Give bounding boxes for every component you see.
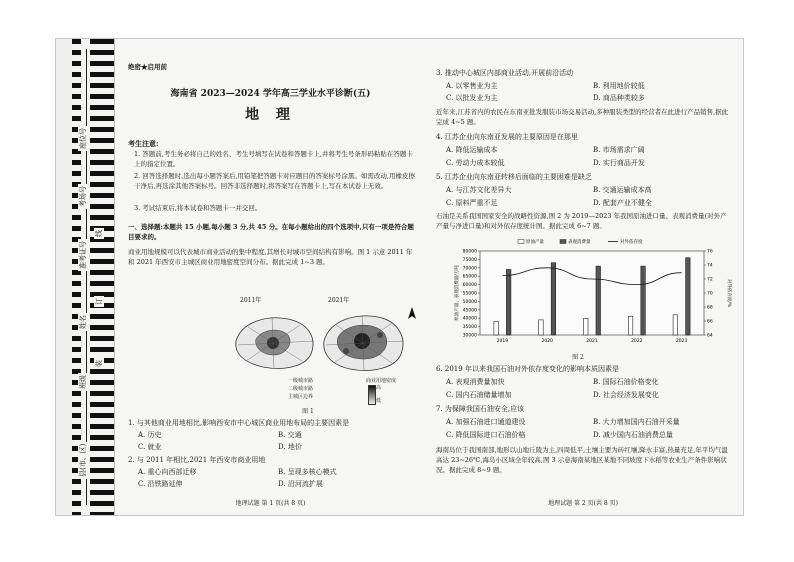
- y-tick-label: 55000: [462, 291, 477, 297]
- subject-title: 地 理: [245, 107, 296, 123]
- y-tick-label: 45000: [462, 308, 477, 314]
- legend-label-production: 原油产量: [526, 240, 544, 245]
- y2-tick-label: 64: [707, 333, 713, 339]
- x-tick-label: 2020: [541, 339, 553, 344]
- binding-label-name: 姓名: [79, 315, 87, 329]
- material-4: 海南岛位于我国南部,地形以山地丘陵为主,四周低平,土壤主要为砖红壤,降水丰富,热量充足,年平均气温高达 23~26℃,海岛小区域全年较高,图 3 示意海南某地区某地不同坡度下水稻等农业生产条件影响状况。据此完成 8~9 题。: [436, 446, 728, 474]
- bar-production: [584, 318, 589, 335]
- q7-option-b: B. 大力增加国内石油开采量: [593, 418, 680, 426]
- y-tick-label: 40000: [462, 316, 477, 322]
- q1-option-c: C. 就业: [138, 443, 162, 451]
- q4-option-c: C. 劳动力成本较低: [446, 159, 505, 167]
- y2-tick-label: 68: [707, 305, 713, 311]
- map-label-2021: 2021年: [328, 297, 350, 304]
- question-2: 2. 与 2011 年相比,2021 年西安市商业用地: [128, 456, 266, 464]
- y-tick-label: 75000: [462, 257, 477, 263]
- legend-label-dependency: 对外依存度: [620, 240, 643, 245]
- binding-label-room: 考场号: [79, 186, 87, 207]
- footer-left: 地理试题 第 1 页(共 8 页): [235, 500, 306, 507]
- y2-axis-label: 对外依存度/%: [726, 278, 731, 308]
- map-label-2011: 2011年: [240, 297, 262, 304]
- legend-road-2: 二级城市路: [288, 386, 314, 392]
- bar-production: [494, 322, 499, 335]
- binding-mark-line: 线: [95, 230, 103, 237]
- legend-swatch-consumption: [560, 240, 566, 244]
- q4-option-a: A. 降低运输成本: [446, 146, 498, 154]
- y2-tick-label: 66: [707, 319, 713, 325]
- section-1-heading: 一、选择题:本题共 15 小题,每小题 3 分,共 45 分。在每小题给出的四个选项中,只有一项是符合题目要求的。: [128, 223, 414, 241]
- oil-chart: [428, 235, 738, 353]
- exam-title: 海南省 2023—2024 学年高三学业水平诊断(五): [170, 89, 371, 99]
- x-tick-label: 2019: [496, 339, 509, 344]
- y2-tick-label: 70: [707, 291, 713, 297]
- right-page: [428, 39, 738, 515]
- legend-label-consumption: 表观消费量: [568, 240, 591, 245]
- y2-tick-label: 74: [707, 263, 713, 269]
- binding-label-ticket: 准考证号: [79, 241, 87, 269]
- x-tick-label: 2021: [586, 339, 598, 344]
- binding-mark-order: 订: [95, 298, 103, 305]
- plot-area: [480, 251, 704, 335]
- binding-label-seat: 座位号: [79, 128, 87, 149]
- q3-option-c: C. 以批发业为主: [446, 94, 498, 102]
- bar-production: [628, 316, 633, 335]
- y-tick-label: 50000: [462, 299, 477, 305]
- bar-consumption: [551, 263, 556, 335]
- question-5: 5. 江苏企业向东南亚转移后面临的主要困难是缺乏: [436, 173, 592, 181]
- legend-density: 商业用地密度: [366, 378, 397, 384]
- notice-item-1: 1. 答题前,考生务必将自己的姓名、考生号填写在试卷和答题卡上,并将考生号条形码粘贴在答题卡上的指定位置。: [134, 150, 413, 168]
- y-tick-label: 65000: [462, 274, 477, 280]
- bar-production: [539, 320, 544, 335]
- y-tick-label: 30000: [462, 333, 477, 339]
- y-tick-label: 80000: [462, 249, 477, 255]
- binding-label-county: 县(市、区): [79, 443, 87, 477]
- q3-option-d: D. 商品种类较多: [593, 94, 645, 102]
- q2-option-a: A. 重心向西部迁移: [138, 468, 197, 476]
- map-2021: [324, 315, 404, 371]
- material-3: 石油是关系我国国家安全的战略性资源,图 2 为 2019—2023 年我国原油进口量、表观消费量(对外产产量与净进口量)和对外依存度统计图。据此完成 6~7 题。: [436, 212, 727, 230]
- q6-option-d: D. 社会经济发展变化: [593, 391, 659, 399]
- q6-option-a: A. 表观消费量加快: [446, 378, 505, 386]
- y-axis-label: 原油产量、表观消费量/万吨: [455, 265, 460, 321]
- question-3: 3. 推动中心城区内部商业活动,开展前沿活动: [436, 69, 574, 77]
- legend-swatch-production: [518, 240, 524, 244]
- binding-mark-bind: 装: [95, 360, 103, 367]
- q1-option-d: D. 地价: [278, 443, 302, 451]
- q3-option-b: B. 利用地价较低: [593, 82, 645, 90]
- figure-2-caption: 图 2: [572, 354, 584, 361]
- legend-road-1: 一级城市路: [288, 378, 314, 384]
- legend-density-bar: [368, 385, 376, 405]
- map-2011: [236, 317, 314, 369]
- question-6: 6. 2019 年以来我国石油对外依存度变化的影响本质因素是: [436, 365, 619, 373]
- q5-option-c: C. 原料严重不足: [446, 199, 498, 207]
- q6-option-b: B. 国际石油价格变化: [593, 378, 659, 386]
- x-tick-label: 2022: [631, 339, 643, 344]
- question-1: 1. 与其他商业用地相比,影响西安市中心城区商业用地布局的主要因素是: [128, 419, 350, 427]
- north-arrow-icon: [408, 307, 416, 319]
- binding-strip: [56, 39, 115, 515]
- bar-consumption: [686, 258, 691, 335]
- legend-boundary: 主城区边界: [288, 394, 314, 400]
- q3-option-a: A. 以零售业为主: [446, 82, 498, 90]
- q7-option-d: D. 减少国内石油消费总量: [593, 431, 673, 439]
- y-tick-label: 35000: [462, 325, 477, 331]
- q7-option-c: C. 降低国际进口石油价格: [446, 431, 526, 439]
- y-tick-label: 60000: [462, 283, 477, 289]
- q4-option-d: D. 实行商品开发: [593, 159, 645, 167]
- secret-mark: 绝密★启用前: [128, 63, 167, 71]
- q2-option-d: D. 沿河流扩展: [278, 480, 323, 488]
- q1-option-a: A. 历史: [138, 431, 162, 439]
- question-4: 4. 江苏企业向东南亚发展的主要原因是在那里: [436, 133, 578, 141]
- q5-option-b: B. 交通运输成本高: [593, 186, 652, 194]
- q2-option-c: C. 沿铁路延伸: [138, 480, 183, 488]
- legend-high: 高: [376, 385, 382, 391]
- q5-option-a: A. 与江苏文化差异大: [446, 186, 512, 194]
- notice-heading: 考生注意:: [128, 139, 159, 148]
- y2-tick-label: 72: [707, 277, 713, 283]
- q6-option-c: C. 国内石油储量增加: [446, 391, 512, 399]
- material-1: 商业用地规模可以代表城市商业活动的集中程度,其增长对城市空间结构有影响。图 1 示意 2011 年和 2021 年西安市主城区商业用地密度空间分布。据此完成 1~3 题。: [128, 248, 413, 266]
- binding-label-class: 班级: [79, 375, 87, 389]
- q4-option-b: B. 市场需求广阔: [593, 146, 645, 154]
- left-page: [118, 39, 423, 515]
- bar-consumption: [506, 269, 511, 335]
- q5-option-d: D. 配套产业不健全: [593, 199, 652, 207]
- exam-sheet: [55, 38, 744, 516]
- notice-item-3: 3. 考试结束后,将本试卷和答题卡一并交回。: [134, 204, 262, 212]
- notice-item-2: 2. 回答选择题时,选出每小题答案后,用铅笔把答题卡对应题目的答案标号涂黑。如需改动,用橡皮擦干净后,再选涂其他答案标号。回答非选择题时,将答案写在答题卡上,写在本试卷上无效。: [134, 172, 415, 190]
- q1-option-b: B. 交通: [278, 431, 302, 439]
- y-tick-label: 70000: [462, 266, 477, 272]
- question-7: 7. 为保障我国石油安全,应该: [436, 405, 525, 413]
- bar-consumption: [641, 266, 646, 335]
- y2-tick-label: 76: [707, 249, 713, 255]
- footer-right: 地理试题 第 2 页(共 8 页): [548, 500, 618, 507]
- figure-1-caption: 图 1: [302, 408, 314, 415]
- bar-production: [673, 315, 678, 335]
- q7-option-a: A. 加强石油进口通道建设: [446, 418, 526, 426]
- material-2: 近年来,江苏省内的农民在东南亚批发服装市场交易活动,多种服装类型的经营者在此进行产品销售,据此完成 4~5 题。: [436, 108, 729, 126]
- commercial-land-map: [228, 301, 418, 381]
- binding-cut-line: [86, 49, 87, 505]
- legend-low: 低: [376, 398, 382, 404]
- x-tick-label: 2023: [675, 339, 688, 344]
- bar-consumption: [596, 266, 601, 335]
- q2-option-b: B. 呈现多核心模式: [278, 468, 337, 476]
